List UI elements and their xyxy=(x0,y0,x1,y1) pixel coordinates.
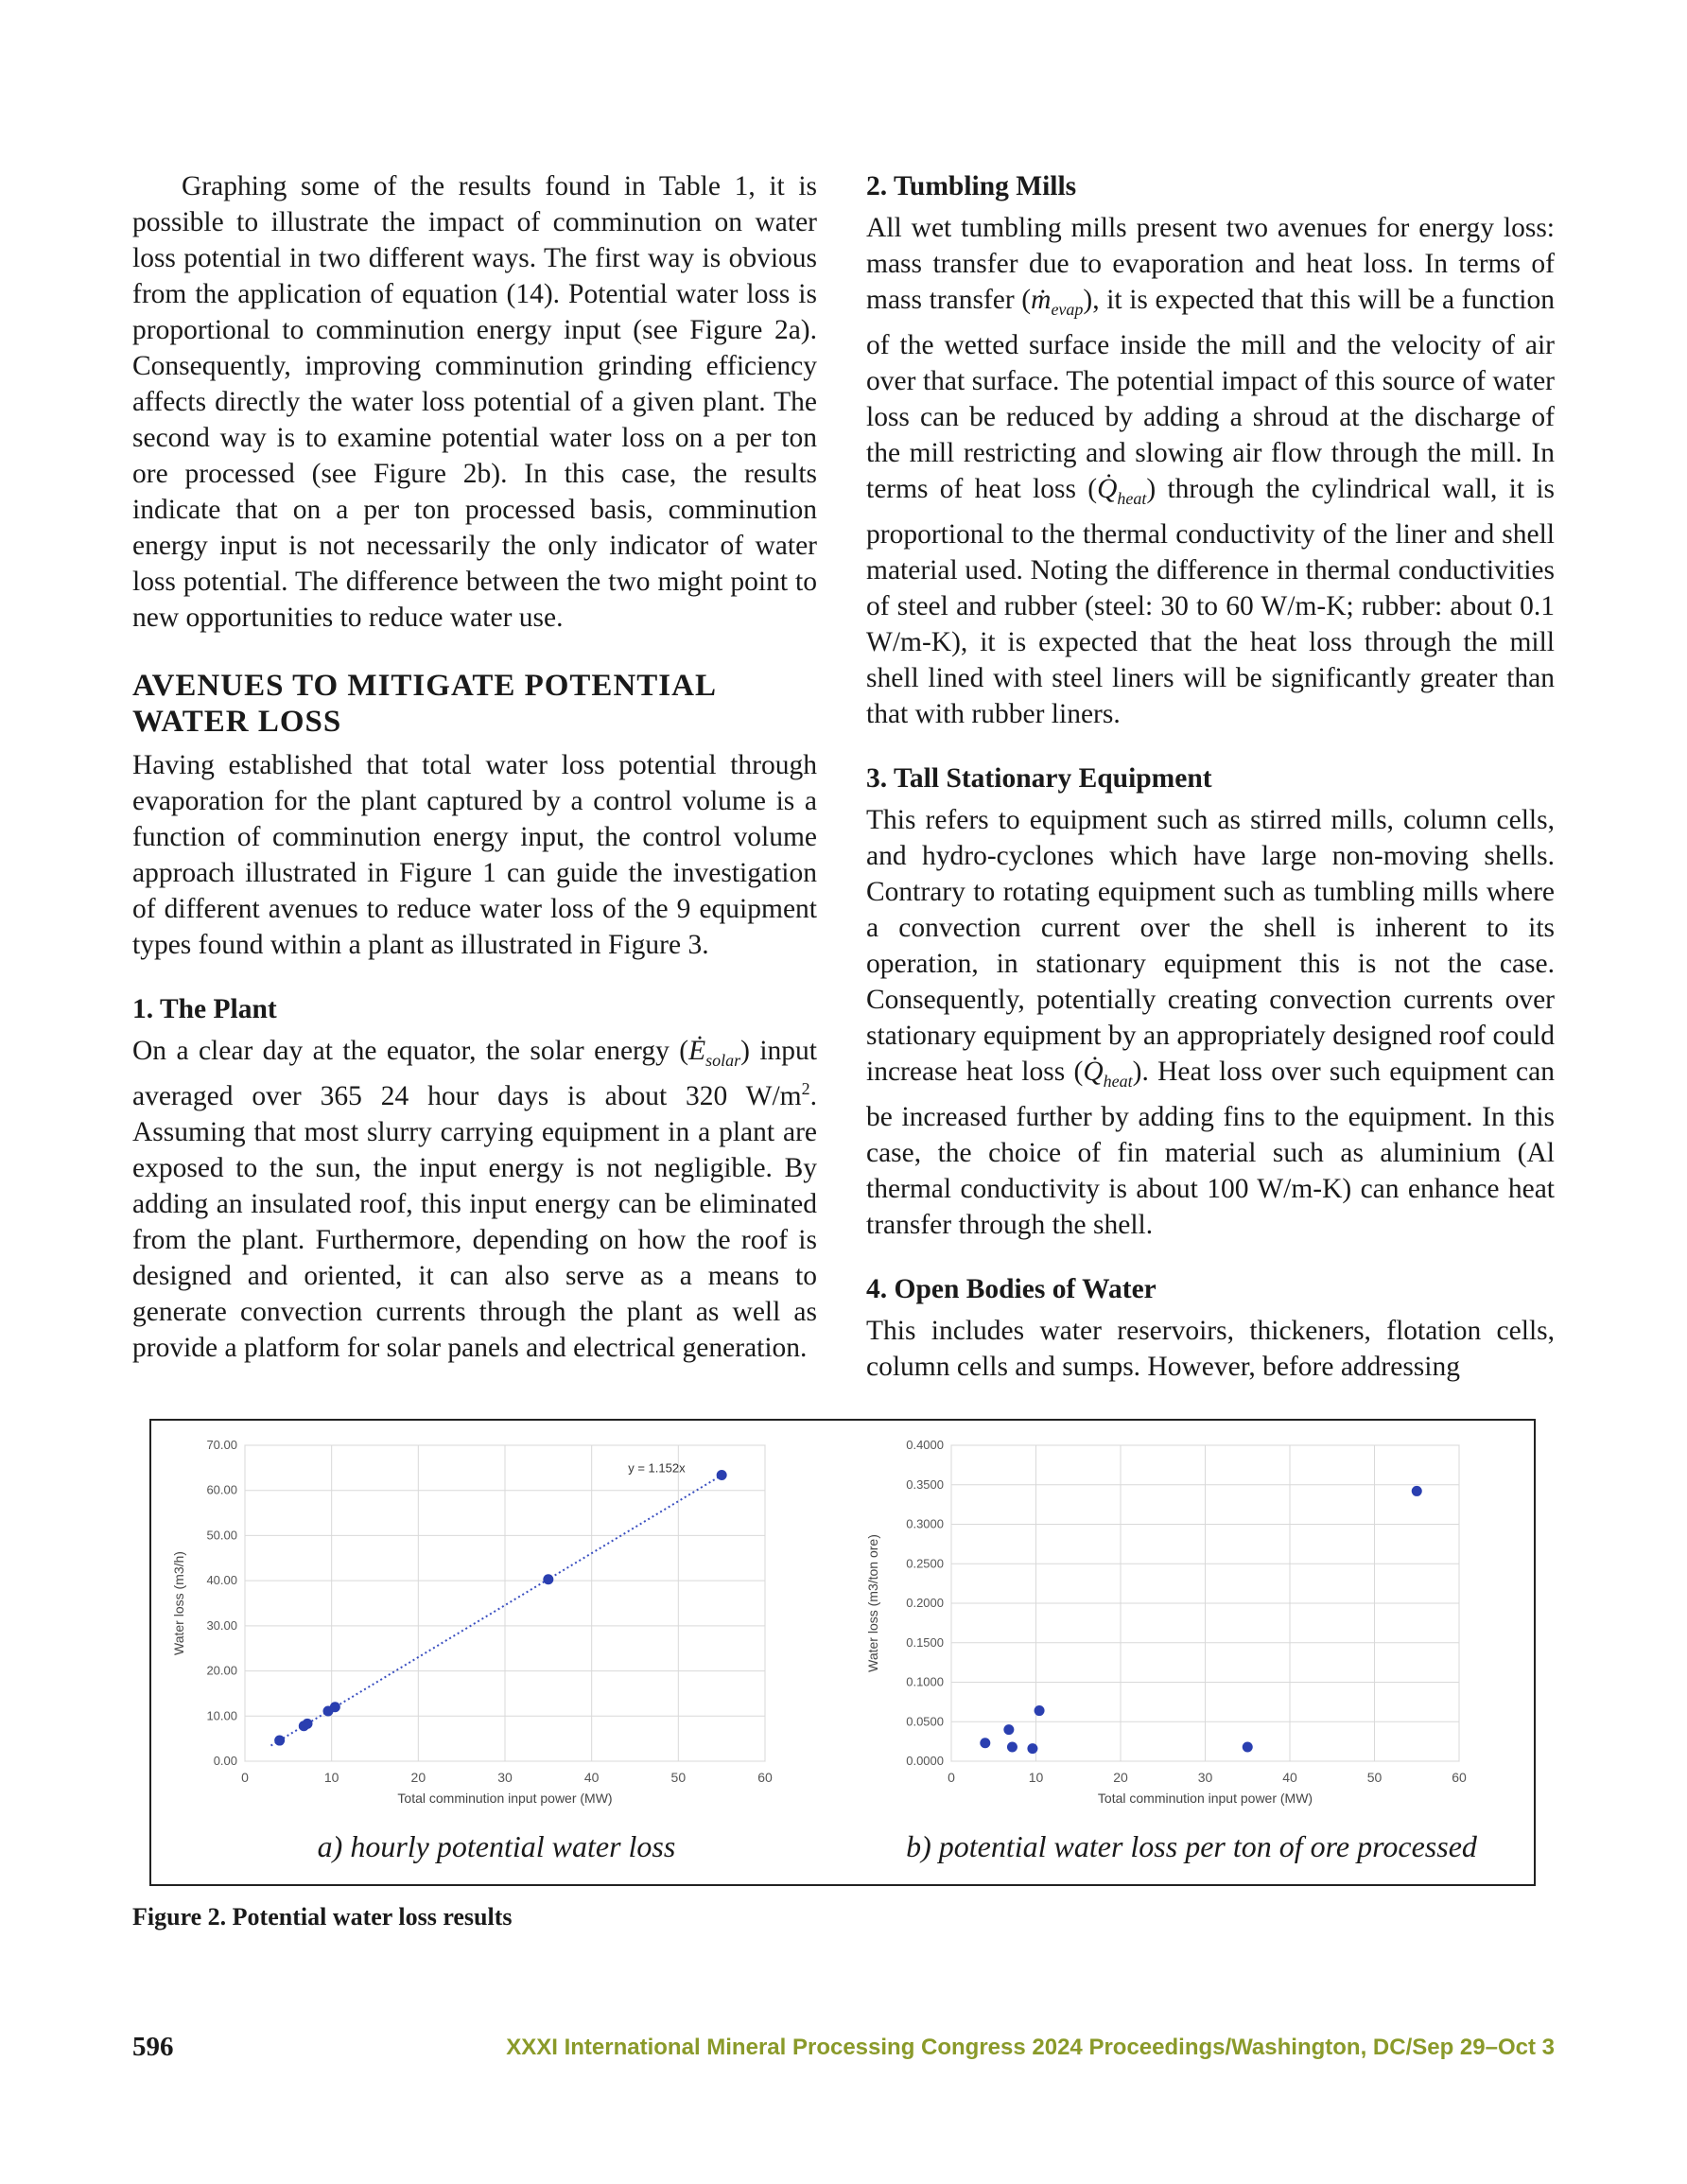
y-tick-label: 50.00 xyxy=(206,1528,237,1543)
x-axis-label: Total comminution input power (MW) xyxy=(397,1791,613,1806)
y-tick-label: 0.1500 xyxy=(906,1634,944,1650)
right-column xyxy=(866,168,1555,1385)
paragraph-tumbling-mills: All wet tumbling mills present two avenues for energy loss: mass transfer due to evaporation and heat loss. In terms of mass transfer (ṁ$_{evap}$), it is expected that this will be a function of the wetted surface inside the mill and the velocity of air over that surface. The potential impact of this source of water loss can be reduced by adding a shroud at the discharge of the mill restricting and slowing air flow through the mill. In terms of heat loss $(Q̇_{heat})$ through the cylindrical wall, it is proportional to the thermal conductivity of the liner and shell material used. Noting the difference in thermal conductivities of steel and rubber (steel: 30 to 60 W/m-K; rubber: about 0.1 W/m-K), it is expected that the heat loss through the mill shell lined with steel liners will be significantly greater than that with rubber liners. xyxy=(866,213,1555,729)
y-tick-label: 40.00 xyxy=(206,1573,237,1588)
data-point xyxy=(1007,1741,1017,1752)
subheading-open-bodies-of-water: 4. Open Bodies of Water xyxy=(866,1273,1157,1304)
x-tick-label: 50 xyxy=(670,1770,687,1785)
chart-water-loss-per-ton xyxy=(849,1428,1532,1826)
trendline-equation: y = 1.152x xyxy=(628,1460,686,1476)
subheading-tumbling-mills: 2. Tumbling Mills xyxy=(866,171,1077,201)
subheading-the-plant: 1. The Plant xyxy=(132,994,277,1024)
x-tick-label: 0 xyxy=(241,1770,249,1785)
y-tick-label: 60.00 xyxy=(206,1482,237,1497)
chart-b-caption: b) potential water loss per ton of ore processed xyxy=(906,1829,1477,1863)
data-point xyxy=(717,1470,727,1480)
x-tick-label: 40 xyxy=(583,1770,600,1785)
y-tick-label: 0.2000 xyxy=(906,1596,944,1610)
data-point xyxy=(543,1574,553,1584)
x-tick-label: 10 xyxy=(323,1770,339,1785)
x-tick-label: 30 xyxy=(1197,1770,1213,1785)
figure-caption: Figure 2. Potential water loss results xyxy=(132,1903,513,1931)
y-tick-label: 10.00 xyxy=(206,1708,237,1723)
chart-hourly-water-loss xyxy=(155,1428,838,1826)
x-tick-label: 60 xyxy=(1452,1770,1467,1785)
paragraph-tall-stationary-equipment: This refers to equipment such as stirred mills, column cells, and hydro-cyclones which have large non-moving shells. Contrary to rotating equipment such as tumbling mills where a convection current over the shell is inherent to its operation, in stationary equipment this is not the case. Consequently, potentially creating convection currents over stationary equipment by an appropriately designed roof could increase heat loss $(Q̇_{heat})$. Heat loss over such equipment can be increased further by adding fins to the equipment. In this case, the choice of fin material such as aluminium (Al thermal conductivity is about 100 W/m-K) can enhance heat transfer through the shell. xyxy=(866,804,1555,1240)
x-tick-label: 50 xyxy=(1366,1770,1383,1785)
chart-a-caption: a) hourly potential water loss xyxy=(317,1829,676,1863)
data-point xyxy=(980,1738,990,1748)
data-point xyxy=(1035,1705,1045,1716)
y-tick-label: 0.1000 xyxy=(906,1674,944,1689)
subheading-tall-stationary-equipment: 3. Tall Stationary Equipment xyxy=(866,762,1212,794)
page-number: 596 xyxy=(132,2032,174,2062)
y-tick-label: 0.3000 xyxy=(906,1516,944,1531)
x-axis-label: Total comminution input power (MW) xyxy=(1097,1791,1313,1806)
figure-2-box xyxy=(149,1419,1536,1886)
section-heading-avenues: AVENUES TO MITIGATE POTENTIAL WATER LOSS xyxy=(132,669,716,739)
data-point xyxy=(274,1736,285,1746)
left-column xyxy=(132,168,817,1366)
chart-panel-b xyxy=(849,1428,1532,1826)
x-tick-label: 0 xyxy=(948,1770,955,1785)
paragraph-control-volume: Having established that total water loss potential through evaporation for the plant captured by a control volume is a function of comminution energy input, the control volume approach illustrated in Figure 1 can guide the investigation of different avenues to reduce water loss of the 9 equipment types found within a plant as illustrated in Figure 3. xyxy=(132,750,817,960)
x-tick-label: 20 xyxy=(1113,1770,1128,1785)
y-tick-label: 0.0500 xyxy=(906,1714,944,1729)
data-point xyxy=(1412,1486,1422,1496)
data-point xyxy=(1027,1743,1037,1754)
y-tick-label: 70.00 xyxy=(206,1438,237,1452)
symbol-q-heat: $Q̇_{heat}$ xyxy=(1083,1056,1133,1091)
x-tick-label: 30 xyxy=(497,1770,513,1785)
y-tick-label: 0.2500 xyxy=(906,1556,944,1571)
chart-panel-a xyxy=(155,1428,838,1826)
y-tick-label: 0.0000 xyxy=(906,1754,944,1768)
y-tick-label: 20.00 xyxy=(206,1663,237,1678)
y-axis-label: Water loss (m3/h) xyxy=(171,1551,186,1655)
data-point xyxy=(303,1719,313,1729)
data-point xyxy=(1003,1724,1014,1735)
x-tick-label: 10 xyxy=(1028,1770,1044,1785)
paragraph-the-plant: On a clear day at the equator, the solar energy $(Ė_{solar})$ input averaged over 365 24 hour days is about 320 $W/m^2$. Assuming that most slurry carrying equipment in a plant are exposed to the sun, the input energy is not negligible. By adding an insulated roof, this input energy can be eliminated from the plant. Furthermore, depending on how the roof is designed and oriented, it can also serve as a means to generate convection currents through the plant as well as provide a platform for solar panels and electrical generation. xyxy=(132,1036,817,1363)
x-tick-label: 20 xyxy=(410,1770,426,1785)
y-tick-label: 30.00 xyxy=(206,1617,237,1633)
conference-footer: XXXI International Mineral Processing Congress 2024 Proceedings/Washington, DC/Sep 29–Oct 3 xyxy=(506,2035,1555,2060)
paragraph-graphing-results: Graphing some of the results found in Table 1, it is possible to illustrate the impact of comminution on water loss potential in two different ways. The first way is obvious from the application of equation (14). Potential water loss is proportional to comminution energy input (see Figure 2a). Consequently, improving comminution grinding efficiency affects directly the water loss potential of a given plant. The second way is to examine potential water loss on a per ton ore processed (see Figure 2b). In this case, the results indicate that on a per ton processed basis, comminution energy input is not necessarily the only indicator of water loss potential. The difference between the two might point to new opportunities to reduce water use. xyxy=(132,171,817,633)
symbol-m-evap: ṁ$_{evap}$ xyxy=(1031,285,1084,319)
symbol-e-solar: $Ė_{solar}$ xyxy=(688,1036,741,1070)
paragraph-open-bodies-of-water: This includes water reservoirs, thickeners, flotation cells, column cells and sumps. However, before addressing xyxy=(866,1315,1555,1382)
y-tick-label: 0.00 xyxy=(213,1754,237,1768)
data-point xyxy=(330,1702,340,1712)
x-tick-label: 60 xyxy=(757,1770,773,1785)
x-tick-label: 40 xyxy=(1282,1770,1297,1785)
y-axis-label: Water loss (m3/ton ore) xyxy=(865,1534,880,1672)
y-tick-label: 0.4000 xyxy=(906,1438,944,1452)
symbol-q-heat: $Q̇_{heat}$ xyxy=(1097,473,1147,508)
y-tick-label: 0.3500 xyxy=(906,1476,944,1492)
data-point xyxy=(1243,1741,1253,1752)
